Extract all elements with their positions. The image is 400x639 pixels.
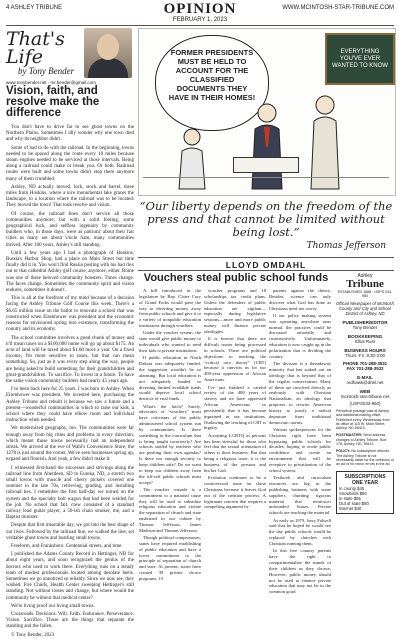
article-paragraph: It is known that there are difficult issues being processed in schools. There are political objections to teaching the “critical race theory” (CRT) because it convicts us for our 400-year oppression of African Americans. bbox=[204, 336, 266, 383]
column-headline: Vision, faith, and resolve make the difference bbox=[6, 85, 100, 119]
article-paragraph: I've just finished a careful review of the 400 years of slavery and we have oppressed African Americans so persistently that it has become ingrained in our institutions. Outlawing the teaching of CRT is bigotry. bbox=[204, 384, 266, 431]
masthead-tribune: Tribune bbox=[346, 278, 384, 290]
publisher-label: PUBLISHER/EDITOR bbox=[342, 320, 388, 325]
article-paragraph: Textbook and curriculum resources are big in the publishing business with some suppliers churning rigorous material that reinforces unfounded biases. Private schools are teaching the material. bbox=[269, 475, 331, 516]
article-paragraph: As early as 1979, Jerry Falwell said that he hoped he would see the day public schools would be replaced by churches with Christian running them. bbox=[269, 517, 331, 546]
cartoon-floor bbox=[143, 177, 389, 190]
author-photo bbox=[84, 28, 132, 78]
postmaster-label: POSTMASTER: bbox=[336, 433, 363, 438]
article-paragraph: Accepting LGBTQ as persons has been stressful for those who feel that the sexual orientation of others is their business. But that being a religious issue, it is the business of the persons and his/her God. bbox=[204, 432, 266, 473]
email-label: E-MAIL bbox=[357, 375, 373, 380]
masthead-ashley: Ashley bbox=[357, 273, 373, 279]
subscriptions-label: SUBSCRIPTIONS ONE YEAR bbox=[344, 473, 386, 486]
article-byline: LLOYD OMDAHL bbox=[225, 260, 307, 270]
subscription-rate: In county $45 bbox=[339, 485, 365, 491]
column-paragraph: I published the Adams County Record in Hettinger, ND for about eight years, and soon recognized the genius of the doctors who used to work there. Everything runs on a steady team of modest professionals located among desolate heels. Sometimes we go unnoticed so reliably. Since we now see, they wished. Fire Chiefs, Health Center sweeping Hettinger's still standing. Not without losses and change, but where would the community be without that medical center? bbox=[6, 552, 134, 601]
official-newspaper-note: Official Newspaper of McIntosh County and City and School District of Ashley, ND bbox=[336, 301, 394, 316]
column-title: That's Life bbox=[6, 28, 65, 68]
article-paragraph: The division is a threadaway minority that has staked out an ideology that is beyond that of the regular conservatism. Many of them are involved directly as zealously with Christian Nationalism, an ideology that proposes to rewrite American history to justify a radical departure from traditional democratic norms. bbox=[269, 361, 331, 425]
section-title: OPINION bbox=[163, 1, 237, 17]
masthead-established: ESTABLISHED 1888 · USPS 033-960 bbox=[337, 290, 393, 298]
column-paragraph: We modernized geography, too. The communities were far enough away from big cities and problems in every direction, which meant those towns necessarily had an independent streak. We arrived at the eve of Wahl's Convenience Store, the 1278 is just around the corner. We've seen businesses spring up, expand and flourish. And yeah, a few didn't make it. bbox=[6, 426, 134, 463]
subscription-rate: Internet $40 bbox=[339, 505, 362, 511]
masthead-sidebar bbox=[336, 272, 394, 612]
article-column-2 bbox=[204, 288, 266, 610]
site-url: WWW.MCINTOSH-STAR-TRIBUNE.COM bbox=[282, 5, 394, 11]
column-paragraph: I witnessed first-hand the successes and strivings along the railroad line from Aberdeen, SD to Eureka, ND, a stretch two small towns with muscle and cherry pickers covered one summer in the late 70s, retrieving, grading, and installing railroad ties. I remember the first half-day we turned on the system and the specialty bolt wagon that had been welded for the job. No school that fall, crew consisted of a standard railway lead guitar player, a 50-ish chain smoker, me, and a Baptist minister. bbox=[6, 465, 134, 521]
publisher-name: Tony Bender bbox=[352, 325, 378, 330]
speech-bubble-text: FORMER PRESIDENTS MUST BE HELD TO ACCOUNT FOR THE CLASSIFIED DOCUMENTS THEY HAVE IN THEIR HOMES! bbox=[168, 48, 256, 102]
web-address[interactable]: mcintosh-star-tribune.net bbox=[340, 394, 390, 399]
article-paragraph: The voucher crusade is a commitment to a national cause they will be used to subsidize religious education and violate the separation of church and state enshrined in our culture by Thomas Jefferson, James Madison and Thomas Jefferson. bbox=[139, 486, 201, 533]
column-paragraph: The school committee involves a good chunk of money and it'll mean taxes on a $100,000 home will go up about $175. An acre of land will be taxed about $1.60 more a year. On a fixed income, I'm more sensitive to taxes, but that can mean something. So, just as it was every step along the way, people are being asked to build something for their grandchildren and great-grandchildren. To sacrifice. To invest in a future. To have the same vision community builders had nearly 45 years ago. bbox=[6, 335, 134, 384]
web-label: WEB bbox=[359, 389, 371, 394]
article-paragraph: What's the hitch? Surely, advocates of “vouchers” must have criticisms of the public administered school system run by communities. Is there something in the curriculum that is being taught incorrectly? Are schools staffed by teachers who are pushing their own agendas? Is there not enough security to keep children safe? Do we want to keep our children away from the riff-raff public schools must accept? bbox=[139, 403, 201, 485]
cartoon-table bbox=[233, 157, 299, 173]
bookkeeping-label: BOOKKEEPING bbox=[347, 334, 383, 339]
editorial-cartoon bbox=[138, 28, 396, 196]
postmaster-text: Send address changes to Ashley Tribune, Box 178, Ashley, ND, 58413 bbox=[336, 433, 387, 447]
column-paragraph: © Tony Bender, 2023 bbox=[11, 632, 55, 638]
article-column-1 bbox=[139, 288, 201, 610]
policy-note bbox=[336, 449, 394, 466]
page-header bbox=[6, 2, 394, 16]
periodical-note: Periodical postage paid at Ashley and additional mailing office. Published every Wednesday from its office at 115 W. Main Street, Ashley, ND 58413 bbox=[336, 409, 390, 431]
issue-date: FEBRUARY 1, 2023 bbox=[172, 17, 228, 23]
header-rule bbox=[6, 25, 394, 26]
fax-number: FAX 701-288-3532 bbox=[346, 366, 384, 371]
hours-label: BUSINESS HOURS bbox=[344, 348, 386, 353]
column-paragraph: Crossroads. Decisions. Will. Faith. Endurance. Perseverance. Vision. Sacrifice. Those are the things that separate the standing and the fallen. bbox=[6, 612, 134, 630]
column-paragraph: Freeform, and Franksboro. Centennial streets, and time. bbox=[11, 544, 123, 549]
bookkeeper-name: Elliot Rust bbox=[355, 339, 375, 344]
quote-block bbox=[138, 198, 394, 258]
article-paragraph: Under the voucher system, the state would give public money to individuals who wanted to send their kids to private institutions. bbox=[139, 330, 201, 353]
article-paragraph: A bill introduced in the legislature by Rep. Claire Cory of Grand Forks would pave the way to diverting money away from public schools and give it to a variety of nonpublic education institutions through vouchers. bbox=[139, 288, 201, 329]
subscriptions-box bbox=[336, 471, 394, 514]
column-paragraph: You don't have to drive far to see ghost towns on the Northern Plains. Sometimes I idly wonder why one town died and why its neighbor didn't. bbox=[6, 125, 134, 143]
chalkboard-text: EVERYTHING YOU'VE EVER WANTED TO KNOW bbox=[332, 49, 388, 69]
column-paragraph: Until a few years ago I had a photograph of Hoskins, Russia's Harbor Shop, had a place on Main Street but time finally did it in. You won't find Russia posting with his bad rlex out or that cathedral Ashley golf course, anymore, either. Rome was one of these beloved community boosters. Times change. The faces change. Sometimes the community spirit and vision endures, sometimes it doesn't. bbox=[6, 250, 134, 294]
article-paragraph: If public education in North Dakota was adequately funded, the suggestion wouldn't be so alarming. But local education is not adequately funded so diverting limited available funds would deprive local school districts of vital funds. bbox=[139, 355, 201, 402]
column-paragraph: Ashley, ND actually moved, lock, stock and barrel, three miles from Hoskins, where a nice monumental lake graces the landscape, to a location where the railroad was to be located. They moved the town! That took resolve and vision. bbox=[6, 184, 134, 209]
hours-value: Thurs.-Fri. 8:30-3:00 bbox=[344, 353, 386, 358]
quote-author: Thomas Jefferson bbox=[306, 241, 386, 251]
article-headline: Vouchers steal public school funds bbox=[143, 272, 329, 284]
column-byline: by Tony Bender bbox=[18, 66, 75, 76]
cartoon-figure-right bbox=[307, 93, 343, 189]
cartoon-figure-center bbox=[247, 101, 287, 189]
article-column-3 bbox=[269, 288, 331, 610]
photo-body bbox=[88, 58, 128, 78]
subscription-rate: In state $55 bbox=[339, 495, 361, 501]
article-paragraph: If our policy making system was operating anywhere near normal, the practices could be discussed rationally and constructively. Unfortunately, education is now caught up in the polarization that is dividing the country. bbox=[269, 312, 331, 359]
article-paragraph: Various spokespersons for the Christian right have been bypassing public schools for decades, hoping to erode public confidence and create an environment that will be receptive to privatization of the school system. bbox=[269, 426, 331, 473]
subscription-rate: Out of state $60 bbox=[339, 500, 369, 506]
photo-head bbox=[97, 34, 119, 60]
article-paragraph: In this free country parents have the right to compartmentalize the minds of their children as they choose. However, public money should not be used to finance private education that may not be in the common good. bbox=[269, 548, 331, 595]
column-contact: www.tonybender.net · mr.bender@gmail.com bbox=[6, 80, 96, 85]
postmaster-note bbox=[336, 433, 394, 446]
article-paragraph: Though political compromises, states have required establishing of public education and have a lower commitment to the principle of separation of church and state. At present, states have created 39 private choice programs, 15 bbox=[139, 535, 201, 581]
quote-rule bbox=[138, 257, 394, 258]
column-paragraph: Of course, the railroad lines don't service all those communities anymore, but with a solid footing, some geographical luck, and selfless ingenuity by community builders who, in those days, were as patriotic about their fair cities as many are about Uncle Sam, many communities thrived. After 100 years, Ashley's still standing. bbox=[6, 211, 134, 248]
column-paragraph: This is all at the forefront of my mind because of a decision facing the Ashley Tribune Golf Course this week. There's a $6.65 million issue on the ballot to renovate a school that was constructed when Eisenhower was president and the economic reasons for envisioned spring into existence, transforming the country and its economy. bbox=[6, 296, 134, 333]
page-number-label: 4 ASHLEY TRIBUNE bbox=[6, 5, 63, 11]
article-paragraph: Evolution continues to be a controversial issue for those Christians because it leaves God out of the creation process. A legitimate concern that requires a compelling argument by bbox=[204, 475, 266, 510]
column-paragraph: We're living proof our living small towns. bbox=[11, 603, 95, 609]
subscription-rate: Snowbirds $50 bbox=[339, 490, 367, 496]
quote-text: “Our liberty depends on the freedom of the press and that cannot be limited without being lost.” bbox=[139, 199, 393, 239]
email-address[interactable]: redhawk@drtel.net bbox=[346, 380, 384, 385]
article-paragraph: voucher programs and 18 scholarships tax credit plans. Unless the defenders of public education are vigilant—especially during legislative sessions—more and more public money will finance private ideologies. bbox=[204, 288, 266, 334]
usps-number: (USPS033-960) bbox=[349, 401, 381, 406]
policy-text: No subscription refunds. The Ashley Tribune is not necessarily liable for the omission of an ad or for minor errors in the ad. bbox=[336, 449, 394, 467]
column-paragraph: I've been back here for 25 years. I was born in Ashley. When Eisenhower was president. We invested here, purchasing the Ashley Tribune and rebuilt it because we saw a future and a present—wonderful communities in which to raise our kids, a school where they could have elbow room and individual instruction when needed. bbox=[6, 387, 134, 424]
article-paragraph: parents against the theory. Besides, science can only discover what God has done as Christians need not worry. bbox=[269, 288, 331, 311]
phone-number: PHONE 701-288-3531 bbox=[342, 361, 388, 366]
chalkboard bbox=[325, 33, 395, 85]
column-paragraph: Some of had to do with the railroad. In the beginning, towns needed to be spaced along the route every 10 miles because steam engines needed to be serviced at those intervals. Being along a railroad could make or break you. Or both. Railroad routes were built and some towns didn't stop there anymore many of them crumbled. bbox=[6, 145, 134, 182]
column-paragraph: Despite that first miserable day, we got into the best shape of our lives. Followed by the railroad line, we walked the line, set veritable ghost towns and bustling small towns. bbox=[6, 523, 134, 541]
column-body bbox=[6, 125, 134, 638]
byline-rule bbox=[138, 270, 394, 271]
policy-label: POLICY: bbox=[336, 449, 351, 454]
